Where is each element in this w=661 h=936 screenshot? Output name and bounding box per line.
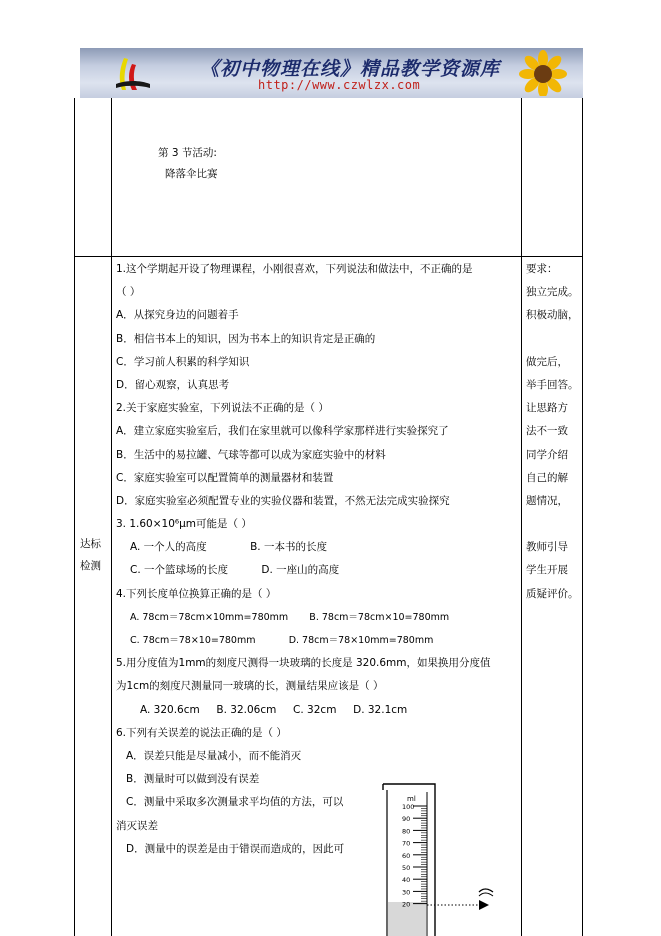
question-line: 2.关于家庭实验室，下列说法不正确的是（ ）: [116, 402, 329, 415]
scale-label: 80: [402, 827, 411, 836]
requirements-list: [526, 258, 582, 606]
scale-label: 60: [402, 851, 411, 860]
requirement-line: 学生开展: [526, 564, 568, 577]
question-line: B．测量时可以做到没有误差: [126, 773, 260, 786]
question-line: 4.下列长度单位换算正确的是（ ）: [116, 587, 277, 600]
requirement-line: 让思路方: [526, 402, 568, 415]
question-line: C. 78cm＝78×10=780mm D. 78cm＝78×10mm=780mm: [130, 635, 434, 646]
sunflower-icon: [513, 50, 577, 96]
requirement-line: 教师引导: [526, 541, 568, 554]
scale-ticks: [413, 806, 427, 904]
eye-icon: [479, 889, 493, 892]
activity-title: 第 3 节活动:: [158, 147, 217, 159]
question-line: D．家庭实验室必须配置专业的实验仪器和装置，不然无法完成实验探究: [116, 494, 450, 507]
question-line: C．测量中采取多次测量求平均值的方法，可以: [126, 796, 344, 809]
measuring-cylinder-figure: [375, 778, 520, 936]
unit-label: ml: [407, 795, 416, 803]
scale-label: 100: [402, 803, 415, 811]
scale-label: 70: [402, 839, 411, 848]
requirement-line: 法不一致: [526, 425, 568, 438]
question-line: 1.这个学期起开设了物理课程，小刚很喜欢，下列说法和做法中，不正确的是: [116, 263, 473, 275]
section-label-line1: 达标: [80, 538, 101, 550]
scale-label: 50: [402, 864, 411, 872]
requirement-line: 自己的解: [526, 471, 568, 484]
question-line: A．从探究身边的问题着手: [116, 309, 239, 322]
site-logo-icon: [110, 54, 154, 94]
question-line: 5.用分度值为1mm的刻度尺测得一块玻璃的长度是 320.6mm，如果换用分度值: [116, 657, 491, 670]
requirement-line: 独立完成。: [526, 286, 579, 299]
requirement-line: [526, 513, 582, 536]
question-line: B．相信书本上的知识，因为书本上的知识肯定是正确的: [116, 332, 376, 345]
scale-label: 30: [402, 888, 411, 897]
section-label-line2: 检测: [80, 560, 101, 572]
requirement-line: [526, 328, 582, 351]
requirement-line: 题情况，: [526, 494, 568, 507]
scale-label: 40: [402, 876, 411, 885]
question-list: [116, 258, 518, 861]
question-line: C．家庭实验室可以配置简单的测量器材和装置: [116, 471, 334, 484]
question-line: 3. 1.60×10⁶μm可能是（ ）: [116, 518, 252, 531]
header-banner: [80, 48, 583, 98]
question-line: A．误差只能是尽量减小，而不能消灭: [126, 749, 302, 762]
question-line: D．测量中的误差是由于错误而造成的，因此可: [126, 842, 345, 855]
question-line: A. 一个人的高度 B. 一本书的长度: [130, 541, 327, 554]
banner-title: 《初中物理在线》精品教学资源库: [200, 58, 501, 80]
activity-name: 降落伞比赛: [165, 168, 218, 180]
requirement-line: 做完后，: [526, 355, 568, 368]
question-line: 消灭误差: [116, 819, 158, 832]
question-line: A. 78cm＝78cm×10mm=780mm B. 78cm＝78cm×10=780mm: [130, 611, 450, 623]
requirement-line: 同学介绍: [526, 448, 568, 461]
requirement-line: 积极动脑，: [526, 309, 579, 322]
question-line: B．生活中的易拉罐、气球等都可以成为家庭实验中的材料: [116, 448, 386, 461]
requirement-line: 要求：: [526, 263, 558, 275]
question-line: C. 一个篮球场的长度 D. 一座山的高度: [130, 564, 340, 577]
requirement-line: 质疑评价。: [526, 587, 579, 600]
question-line: C．学习前人积累的科学知识: [116, 355, 250, 368]
scale-label: 20: [402, 900, 411, 909]
question-line: 6.下列有关误差的说法正确的是（ ）: [116, 726, 287, 739]
question-line: A. 320.6cm B. 32.06cm C. 32cm D. 32.1cm: [140, 703, 408, 716]
question-line: （ ）: [116, 286, 141, 299]
question-line: 为1cm的刻度尺测量同一玻璃的长，测量结果应该是（ ）: [116, 680, 384, 693]
question-line: D．留心观察，认真思考: [116, 378, 230, 391]
eye-pointer-icon: [479, 900, 489, 910]
question-line: A．建立家庭实验室后，我们在家里就可以像科学家那样进行实验探究了: [116, 425, 449, 438]
scale-label: 90: [402, 815, 411, 824]
requirement-line: 举手回答。: [526, 378, 579, 391]
banner-url[interactable]: http://www.czwlzx.com: [258, 78, 421, 92]
